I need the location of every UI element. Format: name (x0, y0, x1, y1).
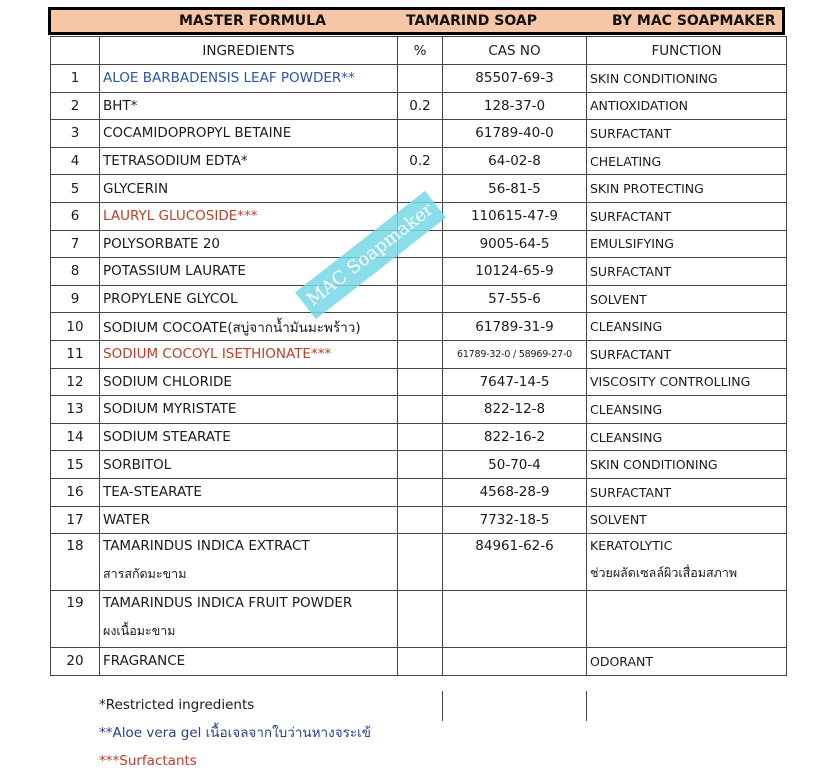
cas-number: 10124-65-9 (443, 258, 587, 286)
cas-number: 57-55-6 (443, 285, 587, 313)
row-number: 6 (51, 202, 100, 230)
cas-number: 822-12-8 (443, 396, 587, 424)
percent-value (398, 534, 443, 591)
ingredient-name (100, 451, 398, 479)
function-value (587, 65, 787, 93)
percent-value (398, 65, 443, 93)
function-main: CLEANSING (590, 429, 663, 445)
ingredient-name (100, 147, 398, 175)
cas-number: 4568-28-9 (443, 478, 587, 506)
notes-divider-1 (442, 691, 443, 721)
function-main: SOLVENT (590, 291, 647, 307)
row-number: 9 (51, 285, 100, 313)
ingredient-main: PROPYLENE GLYCOL (103, 291, 238, 308)
ingredient-name (100, 423, 398, 451)
table-row (51, 506, 787, 534)
function-value (587, 506, 787, 534)
function-value (587, 396, 787, 424)
function-value (587, 120, 787, 148)
table-row (51, 451, 787, 479)
note-aloe: **Aloe vera gel เนื้อเจลจากใบว่านหางจระเข้ (99, 725, 371, 741)
ingredient-name (100, 591, 398, 648)
table-row (51, 120, 787, 148)
ingredient-thai-name: สารสกัดมะขาม (103, 566, 187, 582)
ingredient-name (100, 478, 398, 506)
table-row (51, 368, 787, 396)
percent-value (398, 368, 443, 396)
cas-number (443, 591, 587, 648)
percent-value (398, 451, 443, 479)
percent-value (398, 648, 443, 676)
ingredient-main: ALOE BARBADENSIS LEAF POWDER** (103, 70, 355, 87)
author-label: BY MAC SOAPMAKER (612, 13, 776, 29)
ingredient-main: POLYSORBATE 20 (103, 235, 221, 252)
function-main: SOLVENT (590, 512, 647, 528)
function-value (587, 285, 787, 313)
ingredient-main: SODIUM COCOATE(สบู่จากน้ำมันมะพร้าว) (103, 319, 361, 336)
function-main: ODORANT (590, 653, 654, 669)
row-number: 20 (51, 648, 100, 676)
cas-number: 110615-47-9 (443, 202, 587, 230)
cas-number: 128-37-0 (443, 92, 587, 120)
table-row (51, 313, 787, 341)
function-main: CLEANSING (590, 401, 663, 417)
ingredient-main: FRAGRANCE (103, 653, 186, 670)
table-body (51, 65, 787, 676)
formula-header (48, 7, 785, 35)
function-main: SURFACTANT (590, 125, 672, 141)
function-value (587, 478, 787, 506)
cas-number: 50-70-4 (443, 451, 587, 479)
ingredient-thai-name: ผงเนื้อมะขาม (103, 623, 176, 639)
ingredient-name (100, 175, 398, 203)
function-value (587, 258, 787, 286)
ingredient-main: POTASSIUM LAURATE (103, 263, 246, 280)
ingredient-main: SODIUM STEARATE (103, 429, 231, 446)
master-formula-label: MASTER FORMULA (179, 13, 326, 29)
ingredient-main: TAMARINDUS INDICA EXTRACT (103, 538, 310, 555)
function-main: KERATOLYTIC (590, 538, 673, 554)
function-value (587, 230, 787, 258)
ingredient-name (100, 368, 398, 396)
ingredient-name (100, 120, 398, 148)
function-thai-desc: ช่วยผลัดเซลล์ผิวเสื่อมสภาพ (590, 565, 738, 581)
table-row (51, 534, 787, 591)
header-function: FUNCTION (587, 37, 787, 65)
function-value (587, 175, 787, 203)
function-value (587, 423, 787, 451)
ingredient-main: TETRASODIUM EDTA* (103, 153, 248, 170)
row-number: 1 (51, 65, 100, 93)
table-row (51, 65, 787, 93)
cas-number: 9005-64-5 (443, 230, 587, 258)
ingredients-table (50, 36, 787, 676)
function-main: VISCOSITY CONTROLLING (590, 374, 751, 390)
cas-number: 56-81-5 (443, 175, 587, 203)
row-number: 15 (51, 451, 100, 479)
percent-value (398, 313, 443, 341)
row-number: 18 (51, 534, 100, 591)
header-no (51, 37, 100, 65)
ingredient-main: SODIUM MYRISTATE (103, 401, 237, 418)
ingredient-name (100, 202, 398, 230)
ingredient-main: GLYCERIN (103, 180, 169, 197)
table-row (51, 285, 787, 313)
function-value (587, 368, 787, 396)
row-number: 16 (51, 478, 100, 506)
cas-number: 61789-32-0 / 58969-27-0 (443, 340, 587, 368)
function-main: CLEANSING (590, 319, 663, 335)
row-number: 10 (51, 313, 100, 341)
ingredient-name (100, 396, 398, 424)
function-main: SKIN CONDITIONING (590, 457, 718, 473)
header-cas: CAS NO (443, 37, 587, 65)
row-number: 5 (51, 175, 100, 203)
function-value (587, 591, 787, 648)
note-surfactants: ***Surfactants (99, 753, 197, 769)
header-percent: % (398, 37, 443, 65)
function-main: SKIN CONDITIONING (590, 70, 718, 86)
function-value (587, 340, 787, 368)
cas-number (443, 648, 587, 676)
ingredient-main: TEA-STEARATE (103, 484, 202, 501)
percent-value (398, 591, 443, 648)
function-main: EMULSIFYING (590, 236, 674, 252)
cas-number: 85507-69-3 (443, 65, 587, 93)
function-main: SURFACTANT (590, 208, 672, 224)
cas-number: 64-02-8 (443, 147, 587, 175)
function-value (587, 648, 787, 676)
ingredient-name (100, 340, 398, 368)
product-name: TAMARIND SOAP (406, 13, 537, 29)
function-main: SURFACTANT (590, 484, 672, 500)
table-row (51, 591, 787, 648)
ingredient-main: LAURYL GLUCOSIDE*** (103, 208, 258, 225)
footnotes (99, 691, 371, 775)
function-value (587, 534, 787, 591)
ingredient-name (100, 313, 398, 341)
row-number: 7 (51, 230, 100, 258)
table-row (51, 478, 787, 506)
row-number: 17 (51, 506, 100, 534)
row-number: 8 (51, 258, 100, 286)
cas-number: 84961-62-6 (443, 534, 587, 591)
table-row (51, 258, 787, 286)
cas-number: 7732-18-5 (443, 506, 587, 534)
cas-number: 7647-14-5 (443, 368, 587, 396)
percent-value: 0.2 (398, 92, 443, 120)
function-value (587, 147, 787, 175)
notes-divider-2 (586, 691, 587, 721)
ingredient-main: SORBITOL (103, 456, 172, 473)
table-row (51, 396, 787, 424)
ingredient-name (100, 92, 398, 120)
cas-number: 61789-31-9 (443, 313, 587, 341)
percent-value (398, 423, 443, 451)
function-value (587, 202, 787, 230)
function-value (587, 92, 787, 120)
function-main: SURFACTANT (590, 263, 672, 279)
percent-value (398, 285, 443, 313)
ingredient-name (100, 648, 398, 676)
row-number: 11 (51, 340, 100, 368)
function-main: SURFACTANT (590, 346, 672, 362)
row-number: 13 (51, 396, 100, 424)
table-row (51, 147, 787, 175)
note-restricted: *Restricted ingredients (99, 697, 255, 713)
header-ingredients: INGREDIENTS (100, 37, 398, 65)
ingredient-name (100, 65, 398, 93)
percent-value (398, 340, 443, 368)
ingredient-main: BHT* (103, 97, 138, 114)
row-number: 14 (51, 423, 100, 451)
table-header-row (51, 37, 787, 65)
percent-value (398, 258, 443, 286)
ingredient-main: WATER (103, 511, 150, 528)
percent-value (398, 396, 443, 424)
cas-number: 822-16-2 (443, 423, 587, 451)
row-number: 2 (51, 92, 100, 120)
function-main: ANTIOXIDATION (590, 98, 689, 114)
ingredient-name (100, 506, 398, 534)
table-row (51, 340, 787, 368)
row-number: 3 (51, 120, 100, 148)
function-value (587, 313, 787, 341)
ingredient-main: COCAMIDOPROPYL BETAINE (103, 125, 292, 142)
ingredient-name (100, 534, 398, 591)
function-main: CHELATING (590, 153, 662, 169)
percent-value (398, 506, 443, 534)
ingredient-main: SODIUM CHLORIDE (103, 373, 232, 390)
watermark-stamp: MAC Soapmaker (295, 191, 446, 319)
percent-value (398, 120, 443, 148)
table-row (51, 648, 787, 676)
percent-value (398, 478, 443, 506)
ingredient-main: TAMARINDUS INDICA FRUIT POWDER (103, 595, 353, 612)
ingredient-main: SODIUM COCOYL ISETHIONATE*** (103, 346, 332, 363)
function-value (587, 451, 787, 479)
row-number: 12 (51, 368, 100, 396)
row-number: 4 (51, 147, 100, 175)
cas-number: 61789-40-0 (443, 120, 587, 148)
percent-value: 0.2 (398, 147, 443, 175)
table-row (51, 92, 787, 120)
function-main: SKIN PROTECTING (590, 181, 704, 197)
row-number: 19 (51, 591, 100, 648)
table-row (51, 423, 787, 451)
